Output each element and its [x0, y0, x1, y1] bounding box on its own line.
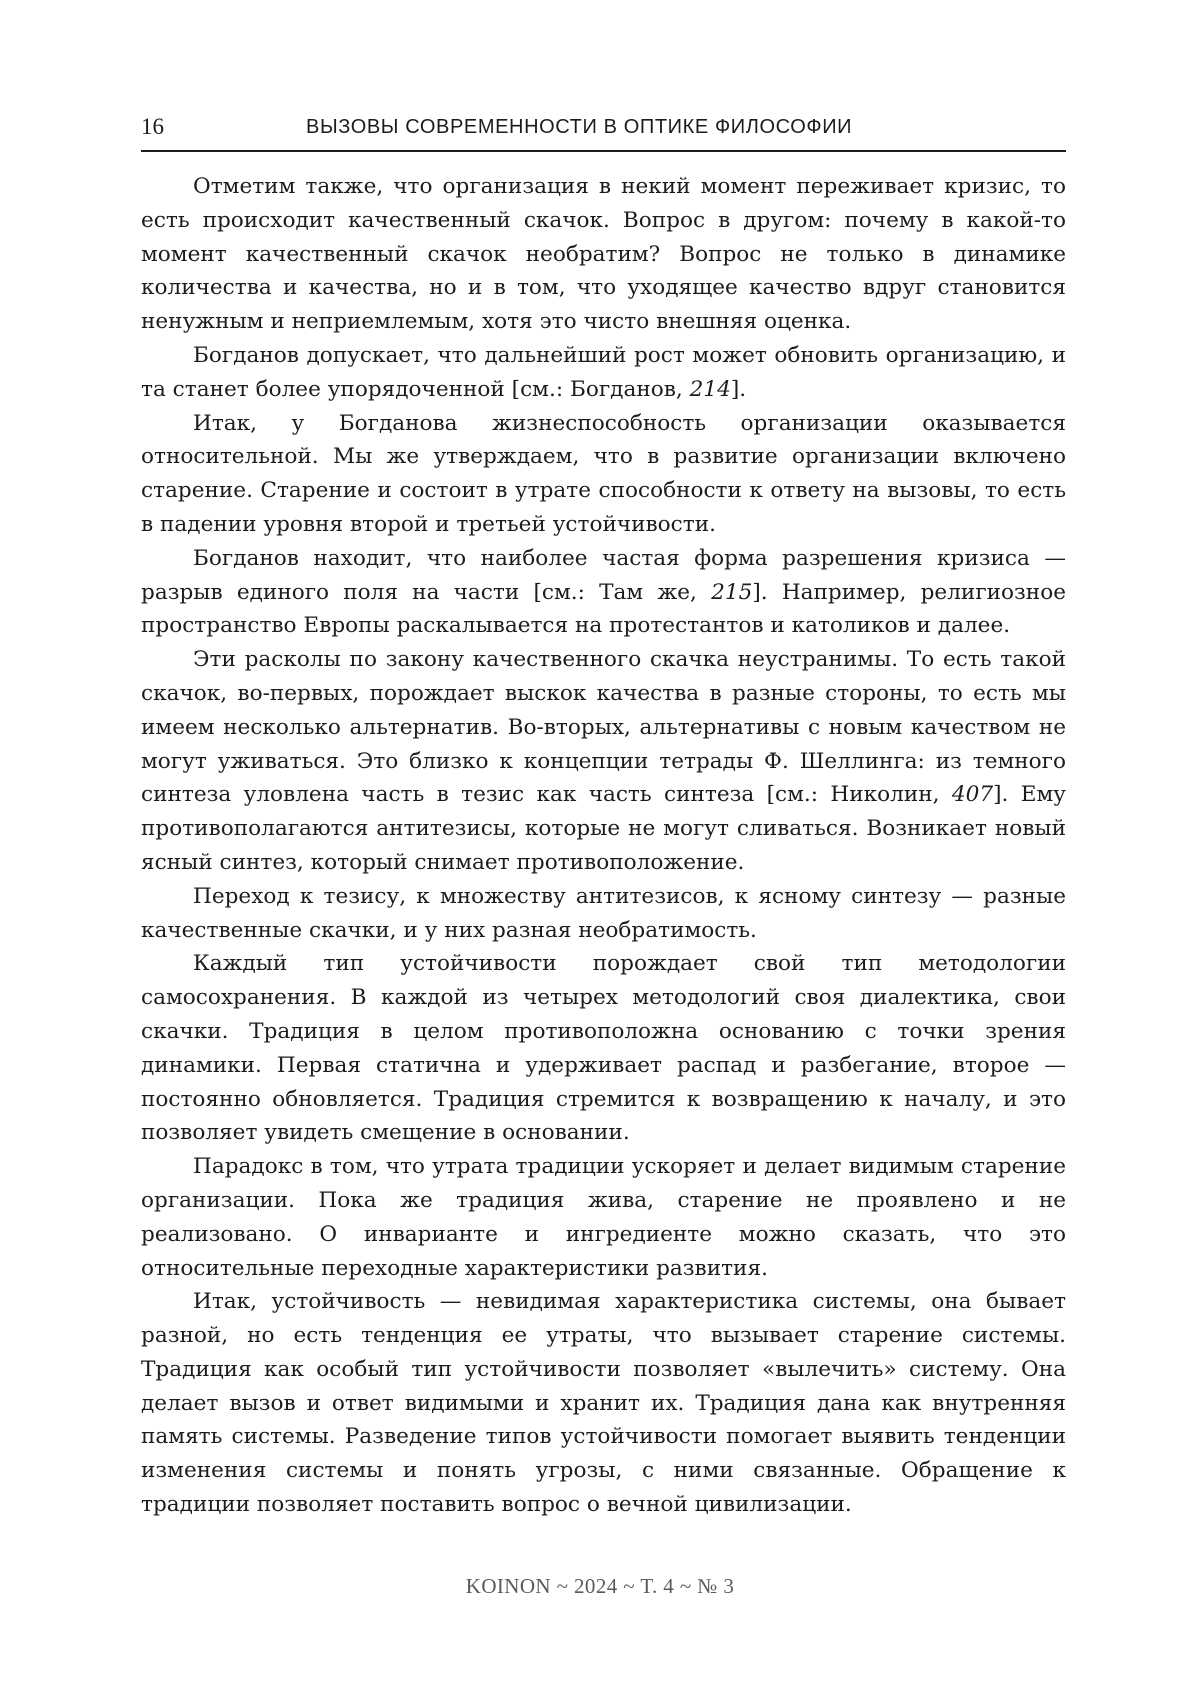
- paragraph: [141, 1285, 1066, 1522]
- paragraph: [141, 643, 1066, 880]
- paragraph: [141, 880, 1066, 948]
- text-segment: Богданов находит, что наиболее частая форма разрешения кризиса — разрыв единого поля на части [см.: Там же,: [141, 545, 1066, 605]
- text-segment: Отметим также, что организация в некий момент переживает кризис, то есть происходит качественный скачок. Вопрос в другом: почему в какой-то момент качественный скачок необратим? Вопрос не только в динамике количества и качества, но и в том, что уходящее качество вдруг становится ненужным и неприемлемым, хотя это чисто внешняя оценка.: [141, 174, 1066, 335]
- paragraph: [141, 1150, 1066, 1285]
- text-segment: ]. Например, религиозное пространство Европы раскалывается на протестантов и католиков и далее.: [141, 579, 1066, 639]
- text-segment: Переход к тезису, к множеству антитезисов, к ясному синтезу — разные качественные скачки, и у них разная необратимость.: [141, 883, 1066, 943]
- text-segment: Итак, у Богданова жизнеспособность организации оказывается относительной. Мы же утверждаем, что в развитие организации включено старение. Старение и состоит в утрате способности к ответу на вызовы, то есть в падении уровня второй и третьей устойчивости.: [141, 410, 1066, 537]
- italic-reference: 215: [711, 579, 753, 605]
- journal-footer: KOINON ~ 2024 ~ T. 4 ~ № 3: [465, 1574, 735, 1598]
- paragraph: [141, 170, 1066, 339]
- paragraph: [141, 947, 1066, 1150]
- text-segment: ].: [730, 376, 747, 402]
- text-segment: Итак, устойчивость — невидимая характеристика системы, она бывает разной, но есть тенденция ее утраты, что вызывает старение системы. Традиция как особый тип устойчивости позволяет «вылечить» систему. Она делает вызов и ответ видимыми и хранит их. Традиция дана как внутренняя память системы. Разведение типов устойчивости помогает выявить тенденции изменения системы и понять угрозы, с ними связанные. Обращение к традиции позволяет поставить вопрос о вечной цивилизации.: [141, 1289, 1066, 1518]
- text-segment: Парадокс в том, что утрата традиции ускоряет и делает видимым старение организации. Пока же традиция жива, старение не проявлено и не реализовано. О инварианте и ингредиенте можно сказать, что это относительные переходные характеристики развития.: [141, 1154, 1066, 1281]
- italic-reference: 407: [951, 782, 994, 808]
- running-title: ВЫЗОВЫ СОВРЕМЕННОСТИ В ОПТИКЕ ФИЛОСОФИИ: [306, 116, 853, 138]
- text-segment: Богданов допускает, что дальнейший рост может обновить организацию, и та станет более упорядоченной [см.: Богданов,: [141, 342, 1066, 402]
- paragraph: [141, 339, 1066, 407]
- text-segment: Каждый тип устойчивости порождает свой тип методологии самосохранения. В каждой из четырех методологий своя диалектика, свои скачки. Традиция в целом противоположна основанию с точки зрения динамики. Первая статична и удерживает распад и разбегание, второе — постоянно обновляется. Традиция стремится к возвращению к началу, и это позволяет увидеть смещение в основании.: [141, 951, 1066, 1146]
- page-number: 16: [141, 114, 164, 139]
- italic-reference: 214: [689, 376, 731, 402]
- paragraph: [141, 407, 1066, 542]
- text-segment: Эти расколы по закону качественного скачка неустранимы. То есть такой скачок, во-первых, порождает выскок качества в разные стороны, то есть мы имеем несколько альтернатив. Во-вторых, альтернативы с новым качеством не могут уживаться. Это близко к концепции тетрады Ф. Шеллинга: из темного синтеза уловлена часть в тезис как часть синтеза [см.: Николин,: [141, 647, 1066, 808]
- body-text: [141, 170, 1066, 1522]
- running-header: [141, 110, 1066, 152]
- paragraph: [141, 542, 1066, 643]
- text-segment: ]. Ему противополагаются антитезисы, которые не могут сливаться. Возникает новый ясный синтез, который снимает противоположение.: [141, 782, 1066, 875]
